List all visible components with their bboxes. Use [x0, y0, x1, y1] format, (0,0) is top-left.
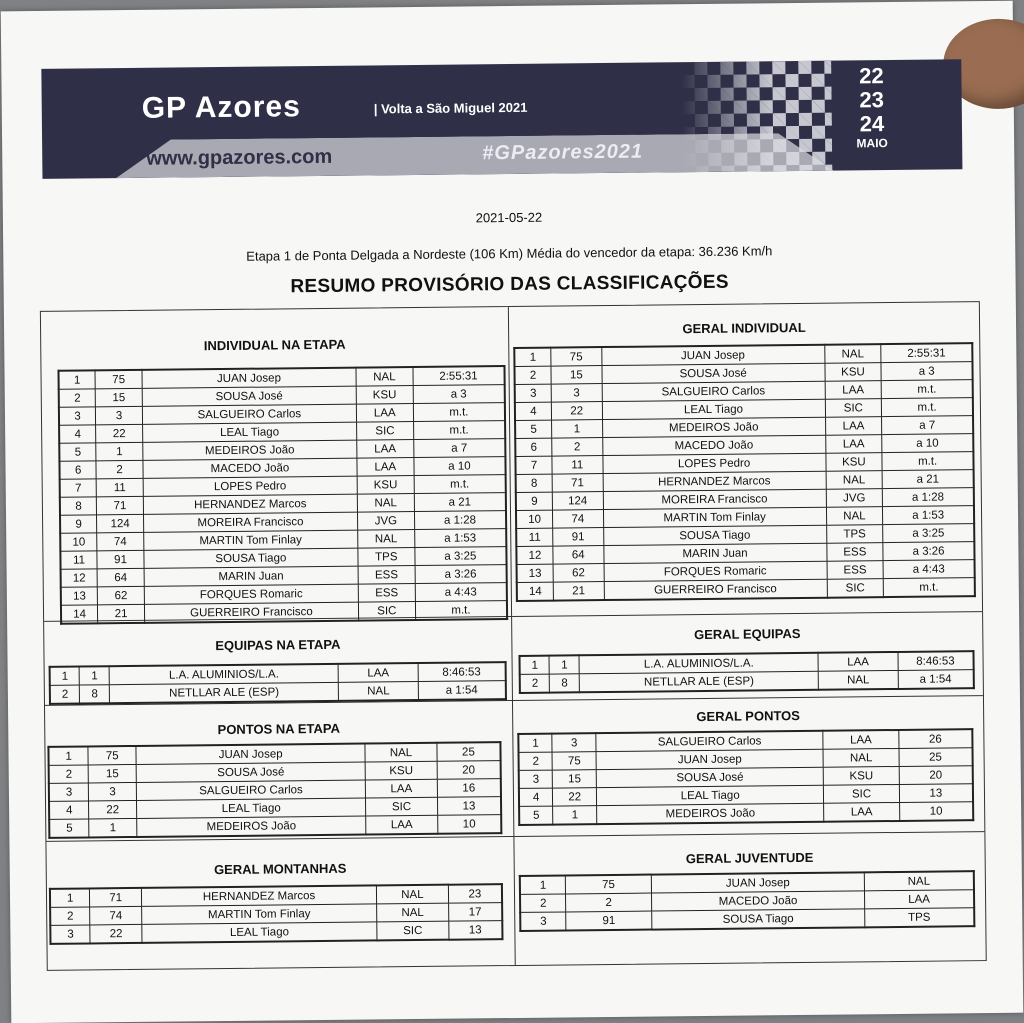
- rider-cell: JUAN Josep: [651, 872, 864, 893]
- bib-cell: 64: [553, 546, 604, 565]
- result-cell: m.t.: [883, 578, 974, 597]
- bib-cell: 71: [90, 888, 142, 907]
- result-cell: 16: [437, 779, 501, 798]
- table-row: [519, 802, 973, 825]
- rank-cell: 14: [517, 582, 554, 601]
- results-table: [57, 365, 508, 625]
- bib-cell: 15: [551, 366, 602, 385]
- sheet-date: 2021-05-22: [475, 209, 543, 226]
- bib-cell: 22: [96, 424, 143, 442]
- bib-cell: 8: [80, 685, 110, 704]
- result-cell: a 3:26: [883, 542, 974, 561]
- bib-cell: 74: [552, 510, 603, 529]
- rider-cell: MOREIRA Francisco: [603, 489, 826, 509]
- rider-cell: HERNANDEZ Marcos: [143, 494, 357, 514]
- bib-cell: 3: [551, 384, 602, 403]
- result-cell: 17: [448, 903, 502, 922]
- result-cell: a 21: [414, 493, 506, 512]
- bib-cell: 11: [552, 456, 603, 475]
- team-cell: KSU: [365, 761, 437, 780]
- team-cell: LAA: [356, 404, 413, 423]
- team-cell: LAA: [825, 435, 882, 454]
- table-row: [520, 908, 974, 931]
- team-cell: LAA: [864, 890, 974, 909]
- hashtag: #GPazores2021: [482, 140, 644, 165]
- rank-cell: 8: [60, 497, 97, 515]
- rider-cell: SALGUEIRO Carlos: [602, 381, 825, 401]
- rank-cell: 1: [520, 875, 566, 894]
- team-cell: NAL: [818, 670, 898, 689]
- team-cell: LAA: [825, 381, 882, 400]
- bib-cell: 1: [89, 818, 137, 837]
- result-cell: m.t.: [882, 452, 973, 471]
- team-cell: SIC: [825, 399, 882, 418]
- result-cell: a 4:43: [415, 583, 507, 602]
- rank-cell: 5: [49, 819, 89, 838]
- bib-cell: 64: [97, 568, 144, 586]
- result-cell: 2:55:31: [881, 343, 972, 362]
- rider-cell: LOPES Pedro: [603, 453, 826, 473]
- team-cell: LAA: [365, 779, 437, 798]
- team-cell: NAL: [377, 903, 449, 922]
- result-cell: a 10: [414, 457, 506, 476]
- bib-cell: 21: [553, 582, 604, 601]
- date-month: MAIO: [856, 136, 888, 151]
- rider-cell: GUERREIRO Francisco: [144, 602, 358, 623]
- bib-cell: 1: [552, 420, 603, 439]
- team-cell: KSU: [356, 386, 413, 405]
- table-row: [49, 815, 501, 838]
- bib-cell: 75: [551, 347, 602, 366]
- bib-cell: 91: [553, 528, 604, 547]
- bib-cell: 22: [551, 402, 602, 421]
- team-cell: SIC: [377, 921, 449, 940]
- rider-cell: JUAN Josep: [596, 749, 823, 769]
- rank-cell: 1: [518, 734, 552, 753]
- bib-cell: 15: [88, 764, 136, 782]
- rank-cell: 2: [50, 907, 90, 925]
- section-individual-etapa: [41, 307, 512, 622]
- rank-cell: 2: [520, 894, 566, 912]
- rank-cell: 5: [515, 420, 552, 438]
- result-cell: 13: [899, 784, 973, 803]
- team-cell: NAL: [365, 743, 437, 762]
- team-cell: ESS: [826, 543, 883, 562]
- result-cell: a 21: [882, 470, 973, 489]
- rider-cell: JUAN Josep: [136, 744, 365, 765]
- bib-cell: 21: [98, 604, 145, 623]
- bib-cell: 3: [89, 782, 137, 800]
- result-cell: a 10: [882, 434, 973, 453]
- team-cell: SIC: [827, 579, 884, 598]
- rider-cell: SOUSA José: [136, 762, 365, 782]
- result-cell: a 3:25: [415, 547, 507, 566]
- result-cell: a 3: [413, 385, 505, 404]
- rider-cell: HERNANDEZ Marcos: [603, 471, 826, 491]
- rider-cell: MARIN Juan: [603, 543, 826, 563]
- team-cell: KSU: [357, 476, 414, 495]
- rider-cell: JUAN Josep: [601, 345, 824, 366]
- rider-cell: LEAL Tiago: [137, 798, 366, 818]
- rank-cell: 1: [514, 348, 551, 367]
- team-cell: ESS: [358, 584, 415, 603]
- team-cell: ESS: [827, 561, 884, 580]
- bib-cell: 74: [90, 906, 142, 925]
- result-cell: a 7: [414, 439, 506, 458]
- rider-cell: LEAL Tiago: [597, 785, 824, 805]
- rank-cell: 12: [516, 546, 553, 564]
- results-sheet: [1, 1, 1024, 1023]
- rank-cell: 7: [515, 456, 552, 474]
- bib-cell: 74: [97, 532, 144, 550]
- team-cell: ESS: [358, 566, 415, 585]
- section-title: EQUIPAS NA ETAPA: [215, 636, 341, 654]
- result-cell: a 1:54: [898, 670, 974, 689]
- team-cell: TPS: [358, 548, 415, 567]
- rider-cell: LOPES Pedro: [143, 476, 357, 496]
- results-table: [517, 728, 974, 826]
- rider-cell: SOUSA José: [142, 386, 356, 406]
- stage-info: Etapa 1 de Ponta Delgada a Nordeste (106 Km) Média do vencedor da etapa: 36.236 Km/h: [246, 243, 773, 264]
- team-cell: KSU: [824, 363, 881, 382]
- bib-cell: 1: [96, 442, 143, 460]
- rank-cell: 6: [59, 461, 96, 479]
- bib-cell: 62: [97, 586, 144, 604]
- section-pontos-etapa: [45, 701, 514, 842]
- team-cell: LAA: [823, 730, 899, 749]
- result-cell: a 1:28: [883, 488, 974, 507]
- bib-cell: 1: [79, 666, 109, 685]
- rank-cell: 11: [516, 528, 553, 546]
- result-cell: a 1:53: [415, 529, 507, 548]
- table-row: [50, 921, 502, 944]
- rank-cell: 3: [49, 783, 89, 801]
- bib-cell: 15: [553, 770, 597, 788]
- rank-cell: 2: [520, 674, 550, 693]
- rider-cell: MACEDO João: [602, 435, 825, 455]
- rank-cell: 2: [49, 765, 89, 783]
- section-geral-individual: [509, 302, 982, 617]
- rank-cell: 2: [50, 685, 80, 704]
- team-cell: SIC: [358, 602, 415, 621]
- rank-cell: 9: [60, 515, 97, 533]
- rider-cell: MOREIRA Francisco: [143, 512, 357, 532]
- section-title: GERAL EQUIPAS: [693, 625, 801, 643]
- bib-cell: 22: [90, 924, 142, 943]
- date-day: 22: [859, 63, 884, 89]
- header-banner: [41, 59, 962, 179]
- result-cell: a 3: [881, 362, 972, 381]
- rank-cell: 12: [61, 569, 98, 587]
- result-cell: m.t.: [882, 398, 973, 417]
- result-cell: a 1:28: [414, 511, 506, 530]
- rider-cell: L.A. ALUMINIOS/L.A.: [109, 664, 338, 685]
- bib-cell: 71: [96, 496, 143, 514]
- team-cell: SIC: [366, 797, 438, 816]
- section-geral-pontos: [513, 696, 984, 837]
- event-subtitle: | Volta a São Miguel 2021: [373, 99, 528, 117]
- team-cell: LAA: [357, 458, 414, 477]
- result-cell: 2:55:31: [413, 366, 505, 385]
- result-cell: 23: [448, 884, 502, 903]
- team-cell: LAA: [366, 815, 438, 834]
- result-cell: 13: [449, 921, 503, 940]
- rider-cell: JUAN Josep: [142, 368, 356, 389]
- rank-cell: 1: [50, 888, 90, 907]
- result-cell: a 1:53: [883, 506, 974, 525]
- rank-cell: 3: [59, 407, 96, 425]
- rider-cell: MARTIN Tom Finlay: [603, 507, 826, 527]
- result-cell: 20: [437, 761, 501, 780]
- bib-cell: 22: [553, 788, 597, 806]
- bib-cell: 91: [566, 911, 652, 930]
- date-day: 24: [859, 111, 885, 137]
- rider-cell: GUERREIRO Francisco: [604, 579, 827, 600]
- bib-cell: 3: [552, 733, 596, 752]
- rank-cell: 3: [520, 912, 566, 931]
- bib-cell: 1: [549, 655, 579, 674]
- rank-cell: 4: [515, 402, 552, 420]
- rank-cell: 10: [516, 510, 553, 528]
- bib-cell: 91: [97, 550, 144, 568]
- website-url: www.gpazores.com: [146, 145, 333, 170]
- classification-grid: [40, 301, 987, 971]
- team-cell: NAL: [826, 507, 883, 526]
- rank-cell: 5: [519, 806, 553, 825]
- team-cell: LAA: [357, 440, 414, 459]
- team-cell: NAL: [823, 748, 899, 767]
- team-cell: NAL: [357, 530, 414, 549]
- rank-cell: 11: [60, 551, 97, 569]
- rank-cell: 5: [59, 443, 96, 461]
- bib-cell: 22: [89, 800, 137, 818]
- table-row: [520, 670, 974, 693]
- rider-cell: MARTIN Tom Finlay: [144, 530, 358, 550]
- section-geral-equipas: [512, 612, 983, 701]
- rank-cell: 13: [517, 564, 554, 582]
- result-cell: 25: [899, 748, 973, 767]
- team-cell: LAA: [825, 417, 882, 436]
- event-logo: GP Azores: [141, 90, 301, 125]
- results-table: [513, 342, 976, 602]
- bib-cell: 75: [95, 370, 142, 389]
- result-cell: a 4:43: [883, 560, 974, 579]
- rank-cell: 3: [519, 770, 553, 788]
- team-cell: NAL: [356, 367, 413, 386]
- result-cell: m.t.: [415, 601, 507, 620]
- bib-cell: 75: [552, 752, 596, 770]
- rank-cell: 4: [59, 425, 96, 443]
- rank-cell: 2: [519, 752, 553, 770]
- rider-cell: SOUSA Tiago: [603, 525, 826, 545]
- rank-cell: 10: [60, 533, 97, 551]
- results-table: [519, 870, 976, 932]
- bib-cell: 11: [96, 478, 143, 496]
- section-title: PONTOS NA ETAPA: [217, 720, 340, 738]
- result-cell: 20: [899, 766, 973, 785]
- bib-cell: 124: [97, 514, 144, 532]
- rider-cell: FORQUES Romaric: [604, 561, 827, 581]
- rider-cell: SALGUEIRO Carlos: [596, 731, 823, 752]
- result-cell: 8:46:53: [898, 651, 974, 670]
- rider-cell: NETLLAR ALE (ESP): [110, 682, 339, 703]
- results-table: [518, 650, 974, 694]
- result-cell: 10: [899, 802, 973, 821]
- result-cell: m.t.: [413, 403, 505, 422]
- rank-cell: 6: [515, 438, 552, 456]
- result-cell: m.t.: [881, 380, 972, 399]
- result-cell: m.t.: [413, 421, 505, 440]
- result-cell: 8:46:53: [418, 662, 506, 681]
- rider-cell: FORQUES Romaric: [144, 584, 358, 604]
- section-title: INDIVIDUAL NA ETAPA: [203, 336, 346, 354]
- result-cell: 25: [437, 742, 501, 761]
- rank-cell: 2: [514, 366, 551, 384]
- rider-cell: MACEDO João: [651, 891, 864, 911]
- rider-cell: SOUSA José: [602, 363, 825, 383]
- section-title: GERAL JUVENTUDE: [685, 849, 814, 867]
- rider-cell: SALGUEIRO Carlos: [136, 780, 365, 800]
- team-cell: LAA: [818, 652, 898, 671]
- team-cell: TPS: [865, 908, 975, 928]
- date-day: 23: [859, 87, 885, 113]
- event-dates: [841, 64, 902, 151]
- team-cell: NAL: [357, 494, 414, 513]
- result-cell: 13: [437, 797, 501, 816]
- bib-cell: 15: [95, 388, 142, 406]
- bib-cell: 2: [552, 438, 603, 457]
- results-table: [49, 661, 507, 705]
- bib-cell: 75: [88, 746, 136, 765]
- team-cell: KSU: [825, 453, 882, 472]
- team-cell: NAL: [376, 885, 448, 904]
- rider-cell: NETLLAR ALE (ESP): [579, 671, 818, 692]
- team-cell: NAL: [826, 471, 883, 490]
- rank-cell: 9: [516, 492, 553, 510]
- team-cell: LAA: [824, 802, 900, 821]
- rank-cell: 14: [61, 605, 98, 624]
- rank-cell: 2: [59, 389, 96, 407]
- result-cell: a 1:54: [418, 681, 506, 700]
- section-equipas-etapa: [44, 617, 513, 706]
- bib-cell: 62: [553, 564, 604, 583]
- team-cell: NAL: [339, 681, 419, 700]
- result-cell: a 7: [882, 416, 973, 435]
- rider-cell: MACEDO João: [143, 458, 357, 478]
- section-title: GERAL PONTOS: [696, 707, 800, 725]
- section-geral-montanhas: [46, 837, 515, 970]
- bib-cell: 3: [96, 406, 143, 424]
- rank-cell: 8: [516, 474, 553, 492]
- team-cell: SIC: [824, 784, 900, 803]
- team-cell: SIC: [356, 422, 413, 441]
- result-cell: a 3:26: [415, 565, 507, 584]
- bib-cell: 8: [550, 674, 580, 693]
- rank-cell: 4: [49, 801, 89, 819]
- rider-cell: SALGUEIRO Carlos: [142, 404, 356, 424]
- rider-cell: HERNANDEZ Marcos: [141, 885, 376, 906]
- bib-cell: 124: [552, 492, 603, 511]
- result-cell: a 3:25: [883, 524, 974, 543]
- section-title: GERAL INDIVIDUAL: [682, 319, 806, 337]
- bib-cell: 2: [96, 460, 143, 478]
- rank-cell: 7: [60, 479, 97, 497]
- rider-cell: MEDEIROS João: [143, 440, 357, 460]
- bib-cell: 1: [553, 806, 597, 825]
- rank-cell: 1: [48, 746, 88, 765]
- team-cell: JVG: [357, 512, 414, 531]
- results-table: [47, 741, 502, 839]
- rank-cell: 13: [61, 587, 98, 605]
- result-cell: m.t.: [414, 475, 506, 494]
- table-row: [50, 681, 506, 704]
- rank-cell: 3: [50, 925, 90, 944]
- rider-cell: MEDEIROS João: [597, 803, 824, 824]
- result-cell: 26: [899, 729, 973, 748]
- rider-cell: MARIN Juan: [144, 566, 358, 586]
- result-cell: 10: [437, 815, 501, 834]
- team-cell: NAL: [864, 871, 974, 891]
- team-cell: JVG: [826, 489, 883, 508]
- sheet-title: RESUMO PROVISÓRIO DAS CLASSIFICAÇÕES: [290, 271, 729, 298]
- rider-cell: L.A. ALUMINIOS/L.A.: [579, 653, 818, 674]
- table-row: [517, 578, 975, 601]
- rank-cell: 4: [519, 788, 553, 806]
- rank-cell: 1: [520, 656, 550, 675]
- rider-cell: SOUSA Tiago: [144, 548, 358, 568]
- rider-cell: SOUSA José: [596, 767, 823, 787]
- rank-cell: 1: [50, 667, 80, 686]
- rider-cell: MEDEIROS João: [602, 417, 825, 437]
- rider-cell: SOUSA Tiago: [652, 909, 865, 930]
- section-geral-juventude: [514, 832, 985, 965]
- rider-cell: MEDEIROS João: [137, 816, 366, 837]
- section-title: GERAL MONTANHAS: [213, 860, 347, 878]
- rider-cell: MARTIN Tom Finlay: [142, 904, 377, 924]
- team-cell: KSU: [823, 766, 899, 785]
- bib-cell: 2: [566, 893, 652, 912]
- rank-cell: 3: [515, 384, 552, 402]
- rider-cell: LEAL Tiago: [143, 422, 357, 442]
- checkered-flag-graphic: [681, 61, 832, 173]
- bib-cell: 75: [566, 875, 652, 894]
- rider-cell: LEAL Tiago: [602, 399, 825, 419]
- results-table: [49, 883, 504, 945]
- bib-cell: 71: [552, 474, 603, 493]
- team-cell: NAL: [824, 344, 881, 363]
- rider-cell: LEAL Tiago: [142, 922, 377, 943]
- team-cell: LAA: [338, 663, 418, 682]
- rank-cell: 1: [58, 370, 95, 389]
- team-cell: TPS: [826, 525, 883, 544]
